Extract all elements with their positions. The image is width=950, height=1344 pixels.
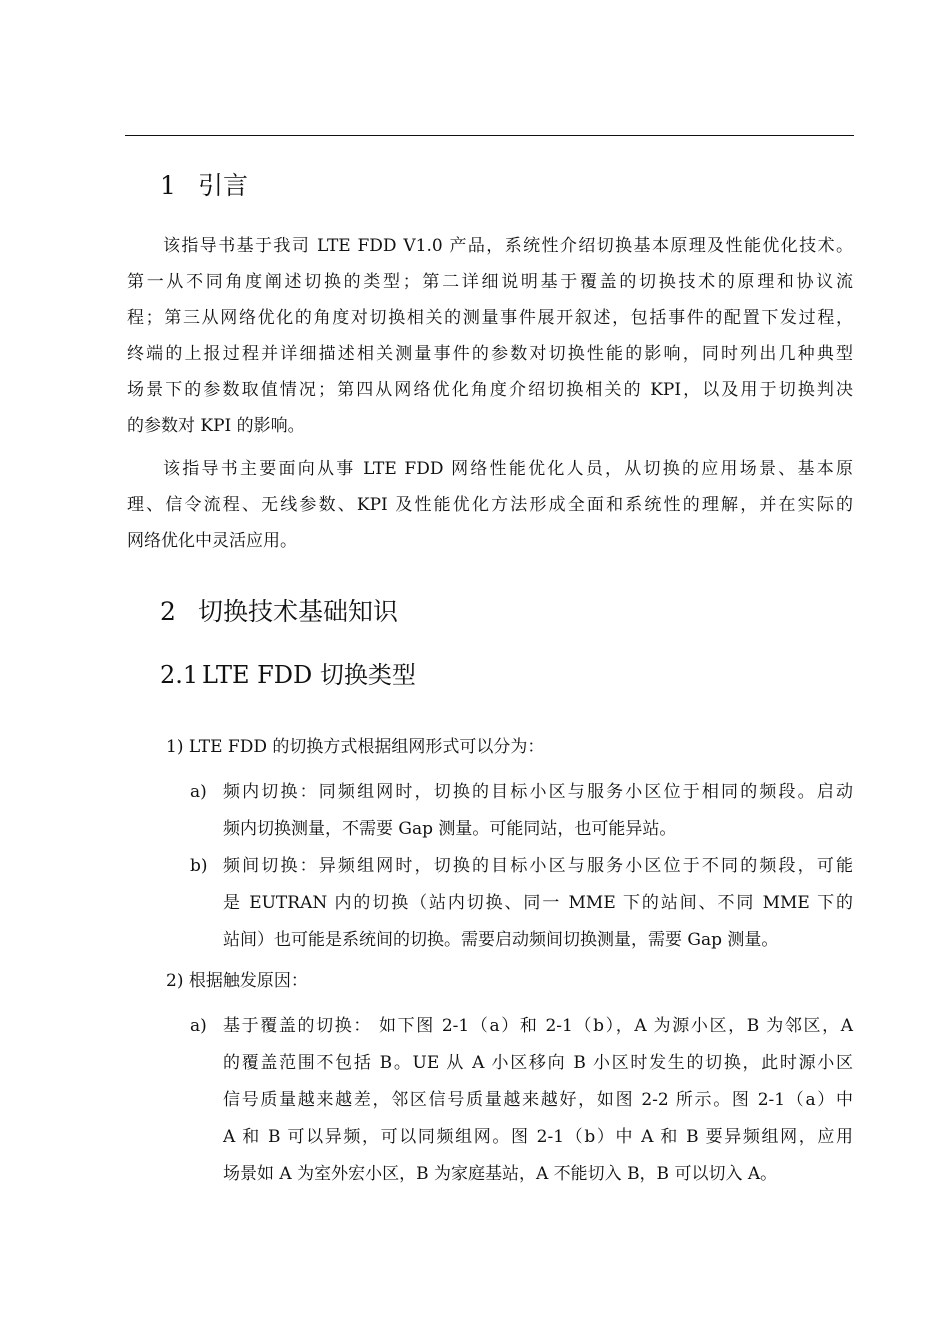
list-item-1 [166, 729, 544, 765]
text-line: 理、信令流程、无线参数、KPI 及性能优化方法形成全面和系统性的理解，并在实际的 [127, 495, 853, 515]
list-label: 1) [166, 737, 184, 757]
list-item-2 [166, 963, 308, 999]
section-2-heading [160, 592, 398, 628]
text-line: 场景下的参数取值情况；第四从网络优化角度介绍切换相关的 KPI，以及用于切换判决 [127, 380, 853, 400]
section-number: 2 [160, 597, 176, 626]
section-title: 切换技术基础知识 [198, 597, 399, 626]
text-line: 第一从不同角度阐述切换的类型；第二详细说明基于覆盖的切换技术的原理和协议流 [127, 272, 853, 292]
text-line: A 和 B 可以异频，可以同频组网。图 2-1（b）中 A 和 B 要异频组网，应用 [223, 1127, 853, 1147]
list-mark: b) [190, 856, 208, 876]
subsection-title: LTE FDD 切换类型 [202, 661, 416, 689]
list-text: 根据触发原因： [188, 971, 308, 991]
text-line: 网络优化中灵活应用。 [127, 531, 297, 551]
text-line: 的参数对 KPI 的影响。 [127, 416, 305, 436]
text-line: 该指导书基于我司 LTE FDD V1.0 产品，系统性介绍切换基本原理及性能优化技术。 [163, 236, 853, 256]
subsection-number: 2.1 [160, 661, 199, 689]
text-line: 的覆盖范围不包括 B。UE 从 A 小区移向 B 小区时发生的切换，此时源小区 [223, 1053, 853, 1073]
text-line: 是 EUTRAN 内的切换（站内切换、同一 MME 下的站间、不同 MME 下的 [223, 893, 853, 913]
text-line: 信号质量越来越差，邻区信号质量越来越好，如图 2-2 所示。图 2-1（a）中 [223, 1090, 853, 1110]
intro-paragraph-2 [127, 451, 853, 559]
section-title: 引言 [198, 171, 249, 200]
section-number: 1 [160, 171, 176, 200]
list-mark: a) [190, 782, 207, 802]
list-label: 2) [166, 971, 184, 991]
text-line: 频间切换：异频组网时，切换的目标小区与服务小区位于不同的频段，可能 [223, 856, 853, 876]
text-line: 程；第三从网络优化的角度对切换相关的测量事件展开叙述，包括事件的配置下发过程， [127, 308, 853, 328]
text-line: 基于覆盖的切换： 如下图 2-1（a）和 2-1（b），A 为源小区，B 为邻区，A [223, 1016, 853, 1036]
text-line: 场景如 A 为室外宏小区，B 为家庭基站，A 不能切入 B，B 可以切入 A。 [223, 1164, 778, 1184]
subsection-2-1-heading [160, 655, 416, 690]
text-line: 站间）也可能是系统间的切换。需要启动频间切换测量，需要 Gap 测量。 [223, 930, 779, 950]
text-line: 该指导书主要面向从事 LTE FDD 网络性能优化人员，从切换的应用场景、基本原 [163, 459, 853, 479]
text-line: 频内切换：同频组网时，切换的目标小区与服务小区位于相同的频段。启动 [223, 782, 853, 802]
list-mark: a) [190, 1016, 207, 1036]
text-line: 终端的上报过程并详细描述相关测量事件的参数对切换性能的影响，同时列出几种典型 [127, 344, 853, 364]
list-text: LTE FDD 的切换方式根据组网形式可以分为： [188, 737, 545, 757]
section-1-heading [160, 166, 248, 202]
intro-paragraph-1 [127, 228, 853, 444]
header-rule [125, 135, 854, 136]
text-line: 频内切换测量，不需要 Gap 测量。可能同站，也可能异站。 [223, 819, 677, 839]
